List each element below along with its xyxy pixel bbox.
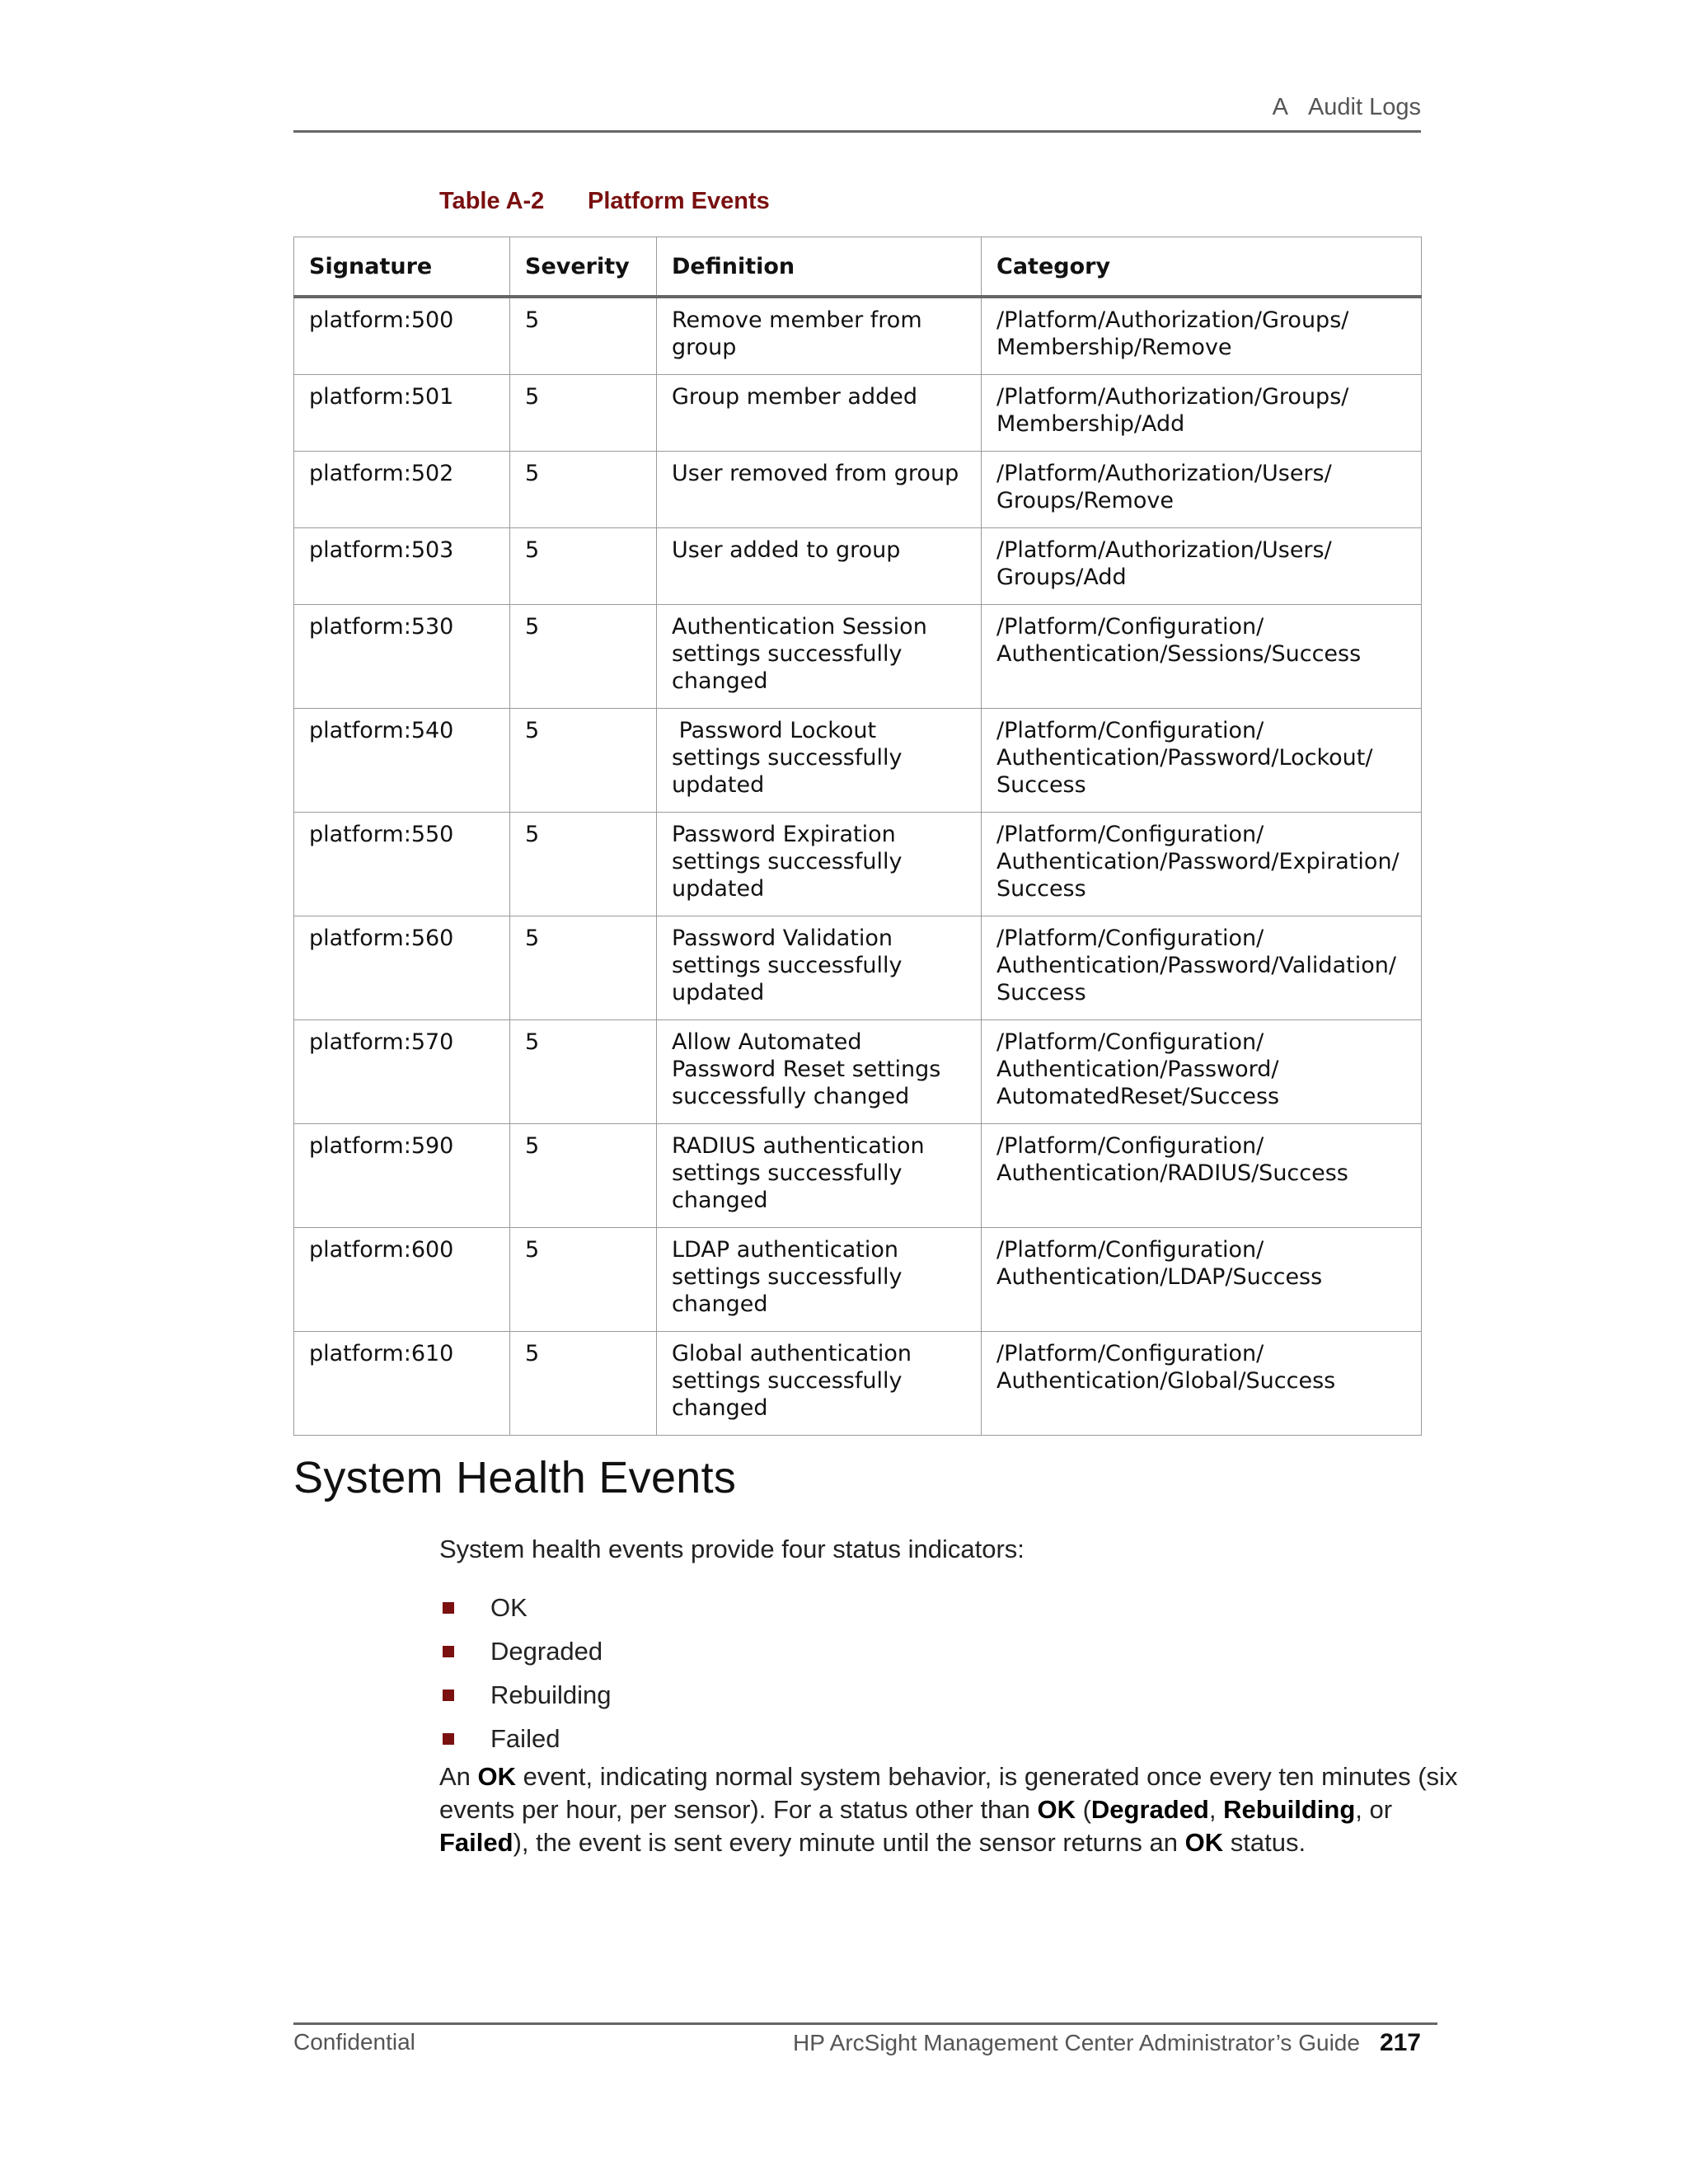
cell-category bbox=[982, 297, 1422, 375]
table-row bbox=[294, 1332, 1422, 1436]
definition-line: updated bbox=[672, 980, 765, 1005]
table-row bbox=[294, 452, 1422, 528]
list-item bbox=[439, 1673, 612, 1717]
definition-line: LDAP authentication bbox=[672, 1237, 898, 1263]
definition-line: Allow Automated bbox=[672, 1029, 862, 1055]
definition-line: User removed from group bbox=[672, 461, 959, 486]
chapter-letter: A bbox=[1272, 94, 1288, 120]
definition-line: Authentication Session bbox=[672, 614, 927, 640]
cell-severity: 5 bbox=[510, 1020, 657, 1124]
cell-definition bbox=[657, 1228, 982, 1332]
category-line: /Platform/Authorization/Groups/ bbox=[996, 307, 1349, 333]
cell-category bbox=[982, 1228, 1422, 1332]
column-header-signature: Signature bbox=[294, 237, 510, 298]
footer-guide-text: HP ArcSight Management Center Administrator’s Guide bbox=[793, 2030, 1360, 2055]
cell-signature: platform:503 bbox=[294, 528, 510, 605]
page-header bbox=[293, 89, 1421, 133]
cell-signature: platform:560 bbox=[294, 916, 510, 1020]
category-line: /Platform/Configuration/ bbox=[996, 1029, 1264, 1055]
chapter-title: Audit Logs bbox=[1307, 94, 1421, 120]
table-row bbox=[294, 605, 1422, 709]
indicator-rebuilding: Rebuilding bbox=[490, 1680, 612, 1709]
cell-category bbox=[982, 1020, 1422, 1124]
table-row bbox=[294, 375, 1422, 452]
cell-severity: 5 bbox=[510, 297, 657, 375]
category-line: Success bbox=[996, 980, 1086, 1005]
category-line: Membership/Add bbox=[996, 411, 1185, 437]
category-line: /Platform/Authorization/Users/ bbox=[996, 461, 1332, 486]
definition-line: successfully changed bbox=[672, 1084, 910, 1109]
definition-line: Password Validation bbox=[672, 926, 893, 951]
cell-definition bbox=[657, 1020, 982, 1124]
cell-signature: platform:600 bbox=[294, 1228, 510, 1332]
cell-category bbox=[982, 1124, 1422, 1228]
cell-signature: platform:590 bbox=[294, 1124, 510, 1228]
definition-line: Password Reset settings bbox=[672, 1057, 941, 1082]
paragraph-line: Failed), the event is sent every minute until the sensor returns an OK status. bbox=[439, 1828, 1306, 1857]
table-caption-title: Platform Events bbox=[588, 188, 770, 214]
cell-severity: 5 bbox=[510, 1332, 657, 1436]
category-line: Authentication/LDAP/Success bbox=[996, 1264, 1323, 1290]
definition-line: Global authentication bbox=[672, 1341, 912, 1366]
definition-line: settings successfully bbox=[672, 849, 903, 874]
cell-severity: 5 bbox=[510, 1124, 657, 1228]
definition-line: User added to group bbox=[672, 537, 901, 563]
definition-line: settings successfully bbox=[672, 1160, 903, 1186]
definition-line: settings successfully bbox=[672, 1264, 903, 1290]
cell-severity: 5 bbox=[510, 916, 657, 1020]
definition-line: settings successfully bbox=[672, 641, 903, 667]
footer-confidential: Confidential bbox=[293, 2029, 415, 2055]
definition-line: Remove member from bbox=[672, 307, 922, 333]
square-bullet-icon bbox=[443, 1602, 454, 1614]
table-row bbox=[294, 1124, 1422, 1228]
definition-line: updated bbox=[672, 876, 765, 902]
category-line: Authentication/RADIUS/Success bbox=[996, 1160, 1348, 1186]
cell-definition bbox=[657, 916, 982, 1020]
table-row bbox=[294, 813, 1422, 916]
category-line: /Platform/Configuration/ bbox=[996, 1237, 1264, 1263]
table-caption bbox=[439, 188, 770, 215]
indicator-degraded: Degraded bbox=[490, 1636, 603, 1666]
cell-definition bbox=[657, 1332, 982, 1436]
section-intro: System health events provide four status indicators: bbox=[439, 1535, 1025, 1563]
category-line: Authentication/Sessions/Success bbox=[996, 641, 1362, 667]
definition-line: settings successfully bbox=[672, 745, 903, 771]
cell-category bbox=[982, 916, 1422, 1020]
definition-line: Password Expiration bbox=[672, 822, 896, 847]
footer-guide-title bbox=[793, 2029, 1421, 2057]
column-header-severity: Severity bbox=[510, 237, 657, 298]
list-item bbox=[439, 1586, 612, 1629]
definition-line: settings successfully bbox=[672, 1368, 903, 1394]
cell-severity: 5 bbox=[510, 375, 657, 452]
cell-signature: platform:530 bbox=[294, 605, 510, 709]
category-line: /Platform/Configuration/ bbox=[996, 822, 1264, 847]
definition-line: changed bbox=[672, 668, 768, 694]
table-caption-label: Table A-2 bbox=[439, 188, 545, 214]
list-item bbox=[439, 1717, 612, 1760]
cell-definition bbox=[657, 813, 982, 916]
cell-signature: platform:610 bbox=[294, 1332, 510, 1436]
category-line: /Platform/Authorization/Users/ bbox=[996, 537, 1332, 563]
cell-category bbox=[982, 528, 1422, 605]
square-bullet-icon bbox=[443, 1646, 454, 1657]
paragraph-line: events per hour, per sensor). For a status other than OK (Degraded, Rebuilding, or bbox=[439, 1795, 1393, 1824]
cell-signature: platform:540 bbox=[294, 709, 510, 813]
category-line: /Platform/Configuration/ bbox=[996, 1341, 1264, 1366]
category-line: Success bbox=[996, 876, 1086, 902]
cell-severity: 5 bbox=[510, 605, 657, 709]
definition-line: changed bbox=[672, 1188, 768, 1213]
table-row bbox=[294, 528, 1422, 605]
column-header-category: Category bbox=[982, 237, 1422, 298]
cell-definition bbox=[657, 1124, 982, 1228]
page-number: 217 bbox=[1379, 2029, 1421, 2056]
cell-category bbox=[982, 452, 1422, 528]
cell-severity: 5 bbox=[510, 813, 657, 916]
column-header-definition: Definition bbox=[657, 237, 982, 298]
cell-category bbox=[982, 375, 1422, 452]
definition-line: group bbox=[672, 335, 737, 360]
category-line: /Platform/Authorization/Groups/ bbox=[996, 384, 1349, 410]
category-line: Authentication/Password/Lockout/ bbox=[996, 745, 1373, 771]
definition-line: changed bbox=[672, 1291, 768, 1317]
list-item bbox=[439, 1629, 612, 1673]
category-line: Authentication/Password/Expiration/ bbox=[996, 849, 1400, 874]
category-line: Membership/Remove bbox=[996, 335, 1232, 360]
square-bullet-icon bbox=[443, 1690, 454, 1701]
running-header bbox=[1273, 94, 1421, 121]
table-row bbox=[294, 709, 1422, 813]
definition-line: settings successfully bbox=[672, 953, 903, 978]
definition-line: changed bbox=[672, 1395, 768, 1421]
table-row bbox=[294, 1020, 1422, 1124]
platform-events-table bbox=[293, 237, 1422, 1436]
category-line: Authentication/Password/ bbox=[996, 1057, 1279, 1082]
status-indicator-list bbox=[439, 1586, 612, 1760]
category-line: Groups/Remove bbox=[996, 488, 1174, 513]
definition-line: Password Lockout bbox=[672, 718, 877, 743]
definition-line: Group member added bbox=[672, 384, 918, 410]
indicator-failed: Failed bbox=[490, 1723, 560, 1753]
cell-definition bbox=[657, 709, 982, 813]
table-row bbox=[294, 297, 1422, 375]
cell-signature: platform:550 bbox=[294, 813, 510, 916]
cell-definition bbox=[657, 605, 982, 709]
footer-rule bbox=[293, 2022, 1437, 2025]
square-bullet-icon bbox=[443, 1733, 454, 1745]
cell-category bbox=[982, 709, 1422, 813]
category-line: /Platform/Configuration/ bbox=[996, 614, 1264, 640]
category-line: /Platform/Configuration/ bbox=[996, 1133, 1264, 1159]
category-line: Authentication/Password/Validation/ bbox=[996, 953, 1396, 978]
cell-signature: platform:502 bbox=[294, 452, 510, 528]
category-line: /Platform/Configuration/ bbox=[996, 926, 1264, 951]
cell-category bbox=[982, 605, 1422, 709]
paragraph-line: An OK event, indicating normal system behavior, is generated once every ten minutes (six bbox=[439, 1762, 1458, 1791]
cell-definition bbox=[657, 452, 982, 528]
category-line: Authentication/Global/Success bbox=[996, 1368, 1336, 1394]
table-row bbox=[294, 1228, 1422, 1332]
cell-category bbox=[982, 1332, 1422, 1436]
status-description-paragraph bbox=[439, 1760, 1458, 1859]
category-line: Groups/Add bbox=[996, 565, 1127, 590]
cell-signature: platform:570 bbox=[294, 1020, 510, 1124]
definition-line: RADIUS authentication bbox=[672, 1133, 925, 1159]
category-line: /Platform/Configuration/ bbox=[996, 718, 1264, 743]
cell-severity: 5 bbox=[510, 452, 657, 528]
indicator-ok: OK bbox=[490, 1592, 528, 1622]
cell-severity: 5 bbox=[510, 528, 657, 605]
category-line: AutomatedReset/Success bbox=[996, 1084, 1280, 1109]
cell-severity: 5 bbox=[510, 1228, 657, 1332]
section-title-text: System Health Events bbox=[293, 1453, 737, 1502]
cell-signature: platform:500 bbox=[294, 297, 510, 375]
definition-line: updated bbox=[672, 772, 765, 798]
cell-severity: 5 bbox=[510, 709, 657, 813]
table-row bbox=[294, 916, 1422, 1020]
cell-signature: platform:501 bbox=[294, 375, 510, 452]
cell-definition bbox=[657, 297, 982, 375]
category-line: Success bbox=[996, 772, 1086, 798]
table-header-row bbox=[294, 237, 1422, 298]
section-title bbox=[293, 1452, 736, 1503]
cell-category bbox=[982, 813, 1422, 916]
cell-definition bbox=[657, 528, 982, 605]
cell-definition bbox=[657, 375, 982, 452]
